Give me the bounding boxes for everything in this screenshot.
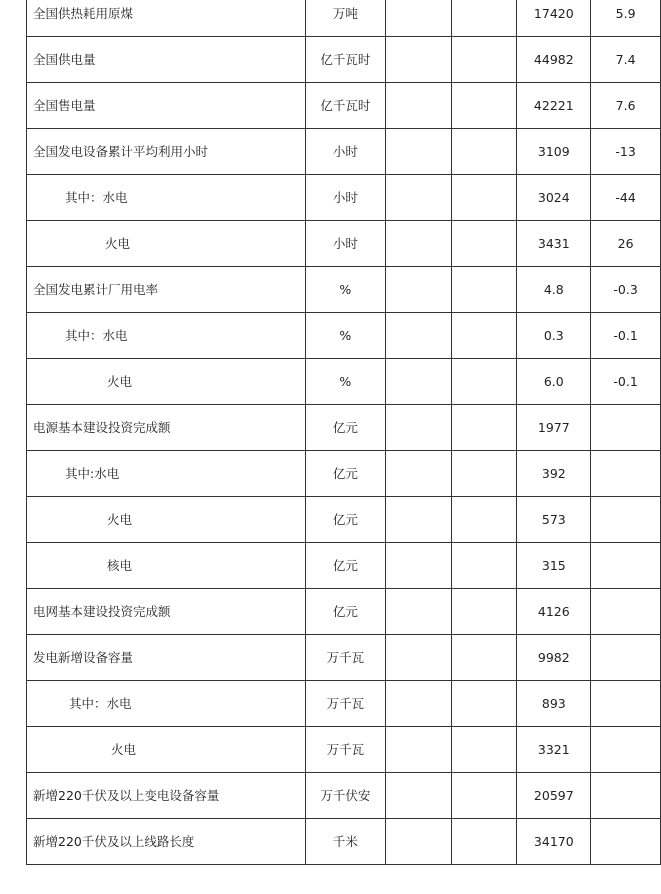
row-name: 电网基本建设投资完成额 xyxy=(27,589,306,635)
empty-cell xyxy=(451,451,517,497)
row-change: 26 xyxy=(591,221,661,267)
row-unit: 小时 xyxy=(306,221,386,267)
empty-cell xyxy=(451,543,517,589)
row-value: 17420 xyxy=(517,0,591,37)
row-change xyxy=(591,727,661,773)
row-change xyxy=(591,543,661,589)
empty-cell xyxy=(451,405,517,451)
row-value: 392 xyxy=(517,451,591,497)
table-row xyxy=(27,129,661,175)
empty-cell xyxy=(385,359,451,405)
table-row xyxy=(27,773,661,819)
row-name: 全国售电量 xyxy=(27,83,306,129)
empty-cell xyxy=(385,405,451,451)
table-row xyxy=(27,83,661,129)
row-name: 其中:水电 xyxy=(27,451,306,497)
row-name: 全国供电量 xyxy=(27,37,306,83)
table-row xyxy=(27,589,661,635)
row-value: 0.3 xyxy=(517,313,591,359)
empty-cell xyxy=(385,313,451,359)
row-unit: 亿元 xyxy=(306,497,386,543)
empty-cell xyxy=(451,267,517,313)
row-change: 7.6 xyxy=(591,83,661,129)
row-name: 其中：水电 xyxy=(27,681,306,727)
empty-cell xyxy=(451,727,517,773)
empty-cell xyxy=(385,497,451,543)
row-unit: 亿千瓦时 xyxy=(306,37,386,83)
table-row xyxy=(27,313,661,359)
row-change xyxy=(591,773,661,819)
empty-cell xyxy=(385,267,451,313)
row-name: 核电 xyxy=(27,543,306,589)
table-row xyxy=(27,497,661,543)
row-name: 火电 xyxy=(27,497,306,543)
row-value: 4.8 xyxy=(517,267,591,313)
empty-cell xyxy=(451,83,517,129)
table-row xyxy=(27,175,661,221)
row-unit: % xyxy=(306,359,386,405)
power-statistics-table xyxy=(26,0,661,865)
row-unit: 万千瓦 xyxy=(306,635,386,681)
empty-cell xyxy=(385,681,451,727)
row-change: -0.1 xyxy=(591,359,661,405)
table-row xyxy=(27,405,661,451)
row-change: -0.1 xyxy=(591,313,661,359)
row-name: 火电 xyxy=(27,727,306,773)
table-row xyxy=(27,543,661,589)
empty-cell xyxy=(451,773,517,819)
row-change xyxy=(591,497,661,543)
row-value: 4126 xyxy=(517,589,591,635)
row-name: 发电新增设备容量 xyxy=(27,635,306,681)
empty-cell xyxy=(451,175,517,221)
row-name: 火电 xyxy=(27,359,306,405)
table-row xyxy=(27,267,661,313)
row-unit: 千米 xyxy=(306,819,386,865)
row-unit: 亿元 xyxy=(306,451,386,497)
row-unit: 亿元 xyxy=(306,405,386,451)
empty-cell xyxy=(385,727,451,773)
row-change xyxy=(591,589,661,635)
row-change xyxy=(591,451,661,497)
table-row xyxy=(27,451,661,497)
row-unit: % xyxy=(306,267,386,313)
row-unit: 万千瓦 xyxy=(306,681,386,727)
empty-cell xyxy=(385,129,451,175)
row-change: -44 xyxy=(591,175,661,221)
empty-cell xyxy=(451,37,517,83)
row-value: 573 xyxy=(517,497,591,543)
empty-cell xyxy=(385,589,451,635)
empty-cell xyxy=(385,451,451,497)
row-value: 3024 xyxy=(517,175,591,221)
empty-cell xyxy=(385,83,451,129)
empty-cell xyxy=(385,175,451,221)
empty-cell xyxy=(385,635,451,681)
row-value: 1977 xyxy=(517,405,591,451)
row-unit: 万千伏安 xyxy=(306,773,386,819)
empty-cell xyxy=(385,543,451,589)
empty-cell xyxy=(451,129,517,175)
row-unit: 亿元 xyxy=(306,543,386,589)
row-change xyxy=(591,635,661,681)
row-change: -13 xyxy=(591,129,661,175)
table-row xyxy=(27,727,661,773)
empty-cell xyxy=(385,773,451,819)
row-name: 其中：水电 xyxy=(27,175,306,221)
row-value: 3431 xyxy=(517,221,591,267)
row-unit: 小时 xyxy=(306,175,386,221)
empty-cell xyxy=(451,313,517,359)
row-unit: 小时 xyxy=(306,129,386,175)
empty-cell xyxy=(451,681,517,727)
row-value: 3109 xyxy=(517,129,591,175)
row-change xyxy=(591,819,661,865)
row-value: 34170 xyxy=(517,819,591,865)
empty-cell xyxy=(451,497,517,543)
row-value: 3321 xyxy=(517,727,591,773)
table-row xyxy=(27,819,661,865)
row-name: 全国发电设备累计平均利用小时 xyxy=(27,129,306,175)
row-value: 44982 xyxy=(517,37,591,83)
row-value: 893 xyxy=(517,681,591,727)
row-unit: 亿千瓦时 xyxy=(306,83,386,129)
row-unit: 亿元 xyxy=(306,589,386,635)
row-name: 电源基本建设投资完成额 xyxy=(27,405,306,451)
empty-cell xyxy=(451,819,517,865)
empty-cell xyxy=(385,0,451,37)
empty-cell xyxy=(451,589,517,635)
row-unit: 万千瓦 xyxy=(306,727,386,773)
empty-cell xyxy=(451,0,517,37)
row-change: -0.3 xyxy=(591,267,661,313)
row-value: 9982 xyxy=(517,635,591,681)
table-row xyxy=(27,37,661,83)
row-value: 315 xyxy=(517,543,591,589)
row-change: 5.9 xyxy=(591,0,661,37)
table-row xyxy=(27,635,661,681)
row-value: 6.0 xyxy=(517,359,591,405)
table-row xyxy=(27,0,661,37)
row-value: 20597 xyxy=(517,773,591,819)
row-name: 火电 xyxy=(27,221,306,267)
row-name: 新增220千伏及以上线路长度 xyxy=(27,819,306,865)
row-change xyxy=(591,681,661,727)
row-name: 新增220千伏及以上变电设备容量 xyxy=(27,773,306,819)
empty-cell xyxy=(451,221,517,267)
row-change: 7.4 xyxy=(591,37,661,83)
row-change xyxy=(591,405,661,451)
empty-cell xyxy=(451,635,517,681)
table-row xyxy=(27,221,661,267)
empty-cell xyxy=(385,819,451,865)
row-name: 全国供热耗用原煤 xyxy=(27,0,306,37)
row-name: 其中：水电 xyxy=(27,313,306,359)
row-unit: % xyxy=(306,313,386,359)
empty-cell xyxy=(451,359,517,405)
empty-cell xyxy=(385,37,451,83)
table-row xyxy=(27,359,661,405)
row-name: 全国发电累计厂用电率 xyxy=(27,267,306,313)
table-row xyxy=(27,681,661,727)
empty-cell xyxy=(385,221,451,267)
row-value: 42221 xyxy=(517,83,591,129)
row-unit: 万吨 xyxy=(306,0,386,37)
